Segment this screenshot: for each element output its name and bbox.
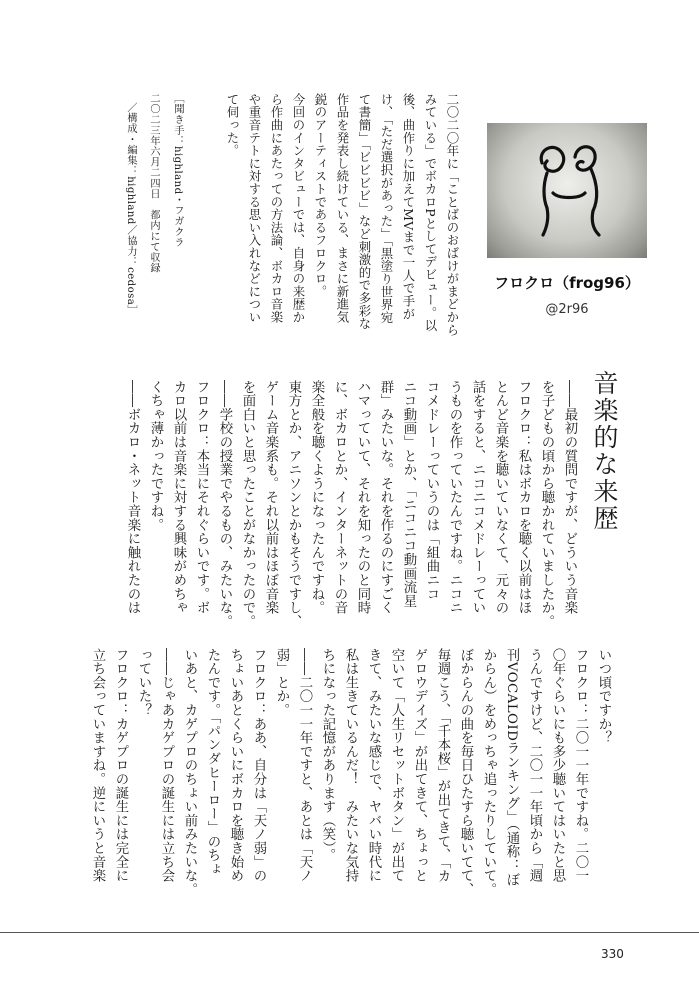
intro-line: て書簡」「ビビビビ」など刺激的で多彩な [357,93,372,330]
body-line: くちゃ薄かったですね。 [148,380,163,532]
body-line: うものを作っていたんですね。ニコニ [447,380,462,615]
body-line: 刊VOCALOIDランキング」（通称：ぼ [504,648,519,887]
editor-credit: ／構成・編集：highland／協力：cedosa］ [125,102,136,316]
intro-line: 今回のインタビューでは、自身の来歴か [291,93,306,324]
body-line: いあと、カゲプロのちょい前みたいな。 [182,648,197,897]
intro-line: や重音テトに対する思い入れなどについ [247,93,262,324]
body-line: フロクロ：カゲプロの誕生には完全に [113,648,128,883]
body-line: 楽全般を聴くようになったんですね。 [309,380,324,615]
body-line: コメドレーっていうのは「組曲ニコ [424,380,439,601]
body-line: ゲロウデイズ」が出てきて、ちょっと [412,648,427,883]
body-line: フロクロ：本当にそれぐらいです。ボ [194,380,209,615]
body-line: 群」みたいな。それを作るのにすごく [378,380,393,615]
body-line: たんです。「パンダヒーロー」のちょ [205,648,220,876]
interviewer-credit: ［聞き手：highland・フガクラ [172,93,183,248]
page-number: 330 [601,947,624,961]
artist-handle: @2r96 [545,302,589,317]
body-line: ニコ動画」とか、「ニコニコ動画流星 [401,380,416,608]
body-line: を子どもの頃から聴かれていましたか。 [539,380,554,629]
body-line: からん）をめっちゃ追ったりしていて。 [481,648,496,897]
footer-rule [0,932,699,933]
intro-line: みている」でボカロPとしてデビュー。以 [423,93,438,333]
body-line: 私は生きているんだ！ みたいな気持 [343,648,358,883]
intro-line: け、「ただ選択があった」「黒塗り世界宛 [379,93,394,324]
body-line: フロクロ：ああ、自分は「天ノ弱」の [251,648,266,883]
body-line: とんど音楽を聴いていなくて、元々の [493,380,508,615]
interview-block-lower [86,648,615,908]
body-line: きて、みたいな感じで、ヤバい時代に [366,648,381,883]
body-line: ――じゃあカゲプロの誕生には立ち会 [159,648,174,883]
body-line: フロクロ：私はボカロを聴く以前はほ [516,380,531,615]
intro-line: て伺った。 [225,93,240,157]
artist-portrait [487,123,647,258]
body-line: カロ以前は音楽に対する興味がめちゃ [171,380,186,615]
body-line: 〇年ぐらいにも多少聴いてはいたと思 [550,648,565,883]
body-line: 立ち会っていますね。逆にいうと音楽 [90,648,105,883]
body-line: ハマっていて、それを知ったのと同時 [355,380,370,615]
body-line: ちになった記憶があります（笑）。 [320,648,335,863]
body-line: 空いて「人生リセットボタン」が出て [389,648,404,883]
body-line: っていた？ [136,648,151,717]
body-line: 弱」とか。 [274,648,289,717]
body-line: を面白いと思ったことがなかったので。 [240,380,255,629]
body-line: ――学校の授業でやるもの、みたいな。 [217,380,232,629]
intro-line: 鋭のアーティストであるフロクロ。 [313,93,328,298]
body-line: ちょいあとくらいにボカロを聴き始め [228,648,243,883]
body-line: ぼからんの曲を毎日ひたすら聴いてて、 [458,648,473,897]
body-line: ――最初の質問ですが、どういう音楽 [562,380,577,615]
intro-line: 二〇二〇年に「ことばのおばけがまどから [445,93,460,337]
section-heading: 音楽的な来歴 [590,370,619,532]
artist-name: フロクロ（frog96） [494,274,640,292]
intro-paragraph [221,93,463,363]
intro-line: 後、曲作りに加えてMVまで一人で手が [401,93,416,321]
body-line: ゲーム音楽系も。それ以前はほぼ音楽 [263,380,278,615]
intro-line: ら作曲にあたっての方法論、ボカロ音楽 [269,93,284,324]
body-line: に、ボカロとか、インターネットの音 [332,380,347,615]
body-line: フロクロ：二〇一一年ですね。二〇一 [573,648,588,883]
frog-drawing-icon [487,123,647,258]
body-line: ――ボカロ・ネット音楽に触れたのは [125,380,140,615]
body-line: うんですけど、二〇一一年頃から「週 [527,648,542,883]
body-line: 毎週こう、「千本桜」が出てきて、「カ [435,648,450,883]
recording-date: 二〇二三年六月二四日 都内にて収録 [148,93,159,274]
body-line: 東方とか、アニソンとかもそうですし、 [286,380,301,629]
intro-line: 作品を発表し続けている、まさに新進気 [335,93,350,324]
body-line: ――二〇一一年ですと、あとは「天ノ [297,648,312,883]
body-line: 話をすると、ニコニコメドレーってい [470,380,485,615]
body-line: いつ頃ですか？ [596,648,611,745]
interview-block-upper [121,380,581,630]
